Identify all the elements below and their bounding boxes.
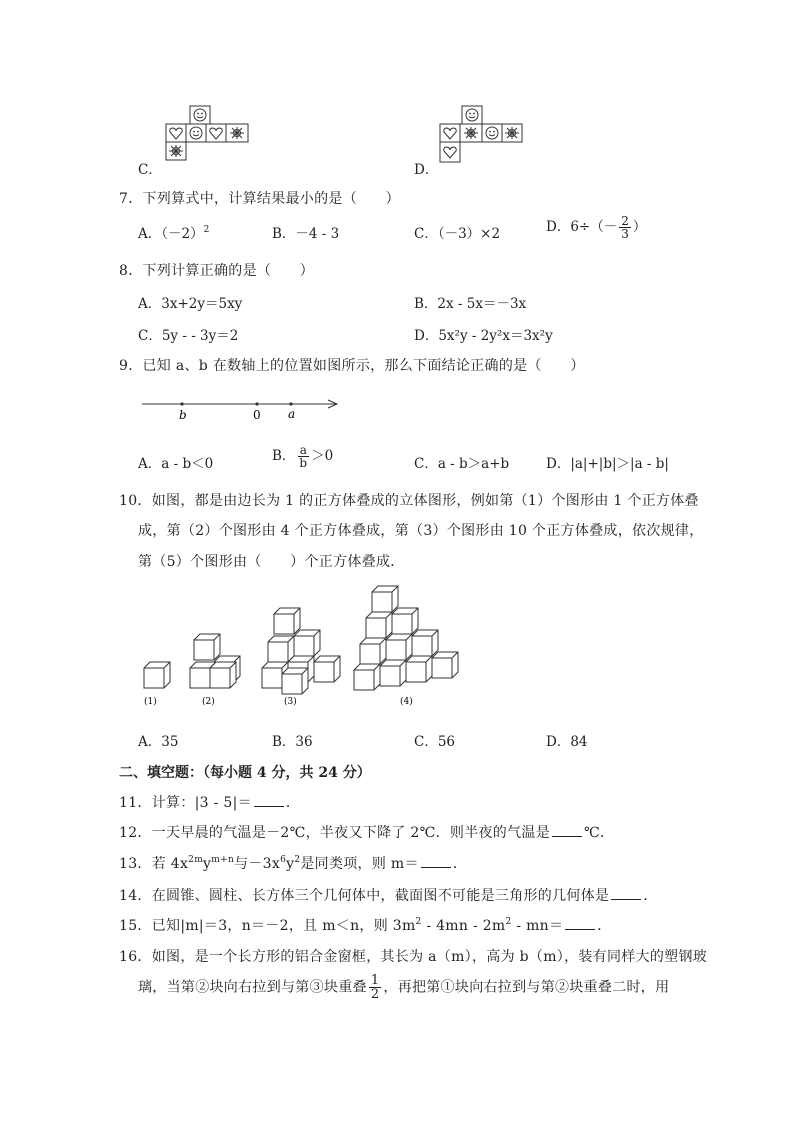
q7-stem: 7．下列算式中，计算结果最小的是（ ） bbox=[119, 191, 400, 207]
q10-option-a: A．35 bbox=[138, 734, 179, 750]
answer-blank bbox=[565, 917, 595, 930]
answer-blank bbox=[421, 855, 451, 868]
heart-icon bbox=[444, 128, 456, 139]
fig-label-1: (1) bbox=[144, 697, 157, 707]
fig-label-2: (2) bbox=[202, 697, 215, 707]
q9-option-c: C．a - b＞a+b bbox=[414, 456, 510, 472]
answer-blank bbox=[611, 887, 641, 900]
q8-option-b: B．2x - 5x＝－3x bbox=[414, 296, 527, 312]
smile-icon bbox=[466, 109, 478, 121]
q10-option-d: D．84 bbox=[546, 734, 588, 750]
q6-option-c-label: C． bbox=[138, 162, 162, 178]
label-a: a bbox=[288, 407, 296, 421]
q9-stem: 9．已知 a、b 在数轴上的位置如图所示，那么下面结论正确的是（ ） bbox=[119, 358, 585, 374]
q10-option-c: C．56 bbox=[414, 734, 456, 750]
q9-option-d: D．|a|+|b|＞|a - b| bbox=[546, 456, 669, 472]
q7-option-d: D．6÷（－ $\frac{2}{3}$ ） bbox=[546, 214, 647, 241]
q9-option-b: B． $\frac{a}{b}$ ＞0 bbox=[272, 443, 334, 470]
q14: 14．在圆锥、圆柱、长方体三个几何体中，截面图不可能是三角形的几何体是 ． bbox=[119, 888, 658, 904]
q8-option-d: D．5x²y - 2y²x＝3x²y bbox=[414, 328, 553, 344]
answer-blank bbox=[254, 794, 284, 807]
q12: 12．一天早晨的气温是－2℃，半夜又下降了 2℃．则半夜的气温是 ℃． bbox=[119, 825, 615, 841]
heart-icon bbox=[170, 128, 182, 139]
q7-option-a: A．$(-2)^2$ bbox=[138, 225, 210, 242]
q9-number-line bbox=[140, 394, 345, 424]
q6-option-d-net bbox=[438, 104, 528, 168]
heart-icon bbox=[444, 147, 456, 158]
sun-icon bbox=[169, 145, 183, 157]
q7-option-c: C．（－3）×2 bbox=[414, 226, 501, 242]
q9-option-a: A．a - b＜0 bbox=[138, 456, 214, 472]
q8-option-a: A．3x+2y＝5xy bbox=[138, 296, 243, 312]
fig-label-4: (4) bbox=[400, 697, 413, 707]
q10-line-3: 第（5）个图形由（ ）个正方体叠成． bbox=[138, 554, 405, 570]
sun-icon bbox=[505, 127, 519, 139]
q13: 13．若 $4x^{2m}y^{m+n}$与$-3x^6y^2$是同类项，则 m＝ ． bbox=[119, 855, 468, 872]
q15: 15．已知|m|＝3，n＝－2，且 m＜n，则 $3m^2 - 4mn - 2m^2 - mn=$ ． bbox=[119, 917, 612, 934]
smile-icon bbox=[194, 109, 206, 121]
q10-line-1: 10．如图，都是由边长为 1 的正方体叠成的立体图形，例如第（1）个图形由 1 个正方体叠 bbox=[119, 493, 699, 509]
q6-option-d-label: D． bbox=[414, 162, 439, 178]
q8-option-c: C．5y - - 3y＝2 bbox=[138, 328, 239, 344]
answer-blank bbox=[552, 824, 582, 837]
q16-line-2: 璃，当第②块向右拉到与第③块重叠 $\frac{1}{2}$ ，再把第①块向右拉到与第②块重叠二时，用 bbox=[138, 973, 670, 1002]
label-0: 0 bbox=[253, 408, 261, 422]
q11: 11．计算：|3 - 5|＝ ． bbox=[119, 795, 301, 811]
section-title: 二、填空题：（每小题 4 分，共 24 分） bbox=[119, 765, 371, 781]
q10-cube-stacks bbox=[138, 584, 478, 710]
q6-option-c-net bbox=[164, 104, 260, 166]
q10-line-2: 成，第（2）个图形由 4 个正方体叠成，第（3）个图形由 10 个正方体叠成，依次规律， bbox=[138, 523, 704, 539]
sun-icon bbox=[464, 127, 478, 139]
heart-icon bbox=[210, 128, 222, 139]
q8-stem: 8．下列计算正确的是（ ） bbox=[119, 263, 315, 279]
q10-option-b: B．36 bbox=[272, 734, 313, 750]
q7-option-b: B．－4 - 3 bbox=[272, 226, 340, 242]
smile-icon bbox=[190, 127, 202, 139]
label-b: b bbox=[179, 408, 187, 422]
sun-icon bbox=[230, 127, 244, 139]
smile-icon bbox=[486, 127, 498, 139]
q16-line-1: 16．如图，是一个长方形的铝合金窗框，其长为 a（m），高为 b（m），装有同样大的塑钢玻 bbox=[119, 949, 708, 965]
fig-label-3: (3) bbox=[284, 697, 297, 707]
